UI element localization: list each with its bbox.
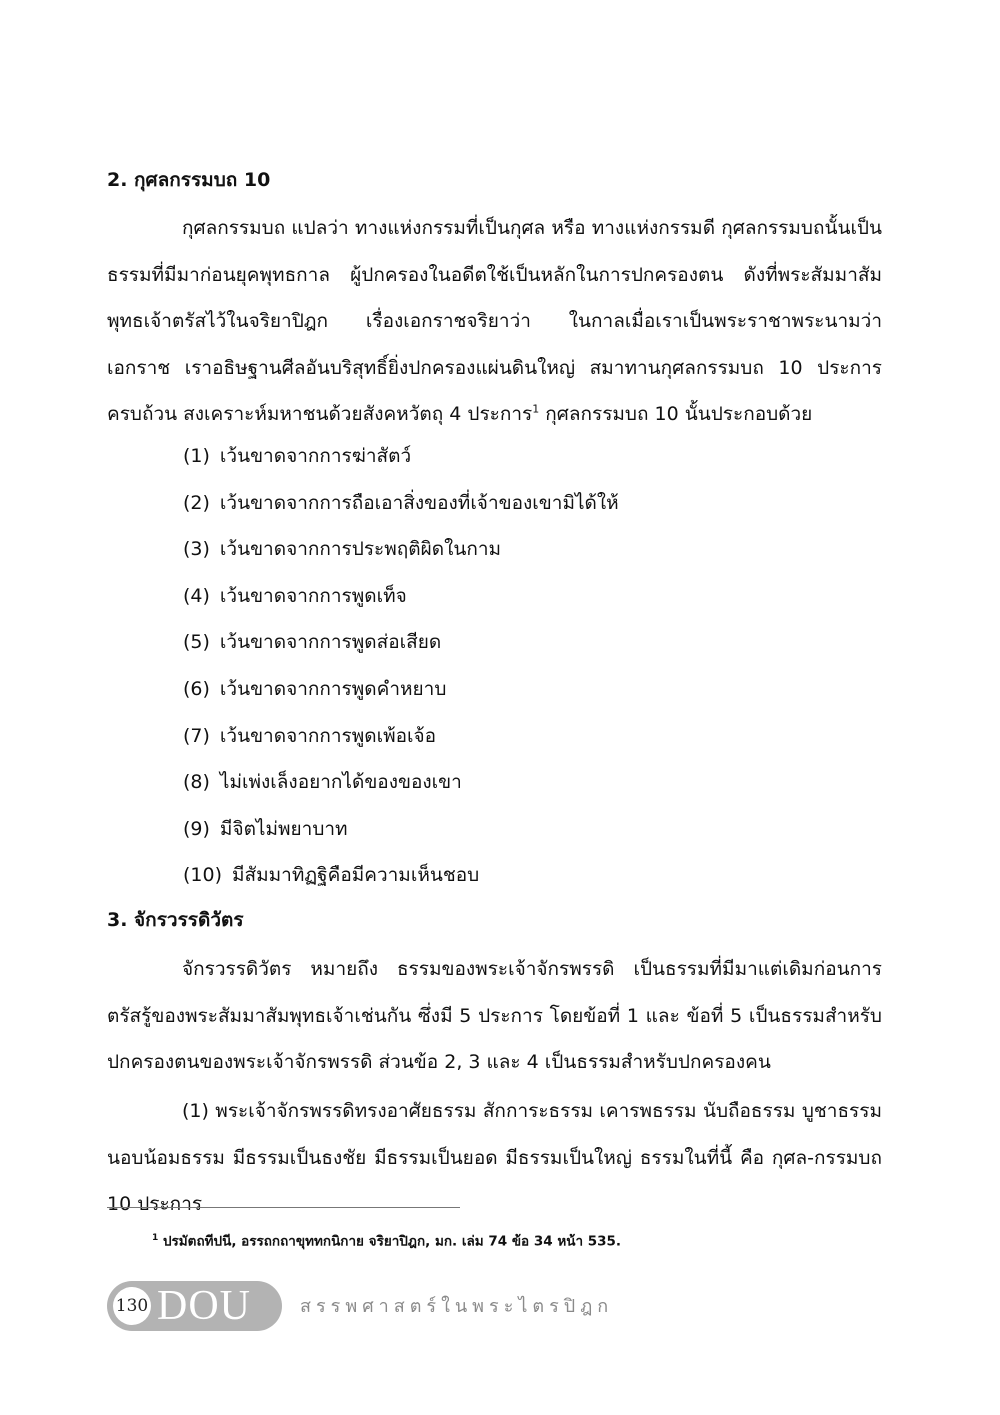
list-item	[183, 813, 619, 860]
section-3-heading: 3. จักรวรรดิวัตร	[107, 909, 244, 931]
footnote-divider	[107, 1207, 460, 1208]
footnote-text: ปรมัตถทีปนี, อรรถกถาขุททกนิกาย จริยาปิฎก, มก. เล่ม 74 ข้อ 34 หน้า 535.	[158, 1233, 622, 1250]
page-badge	[107, 1281, 282, 1331]
list-item-text: ไม่เพ่งเล็งอยากได้ของของเขา	[219, 771, 462, 794]
footnote	[152, 1228, 621, 1252]
list-item-text: เว้นขาดจากการถือเอาสิ่งของที่เจ้าของเขามิได้ให้	[219, 491, 619, 514]
list-item	[183, 580, 619, 627]
list-item	[183, 766, 619, 813]
list-item-number: (9)	[183, 817, 210, 840]
list-item-text: มีจิตไม่พยาบาท	[219, 817, 348, 840]
list-item-text: เว้นขาดจากการพูดส่อเสียด	[219, 631, 442, 654]
list-item-number: (6)	[183, 677, 210, 700]
list-item-text: เว้นขาดจากการพูดคำหยาบ	[219, 677, 447, 700]
list-item-number: (3)	[183, 538, 210, 561]
list-item-number: (8)	[183, 771, 210, 794]
page-number: 130	[113, 1287, 151, 1325]
list-item-text: เว้นขาดจากการฆ่าสัตว์	[219, 445, 412, 467]
list-item-number: (4)	[183, 584, 210, 607]
list-item-number: (7)	[183, 724, 210, 747]
footnote-reference: 1	[532, 402, 540, 416]
list-item-number: (10)	[183, 864, 223, 887]
section-3-paragraph-1: จักรวรรดิวัตร หมายถึง ธรรมของพระเจ้าจักรพรรดิ เป็นธรรมที่มีมาแต่เดิมก่อนการตรัสรู้ของพระสัมมาสัมพุทธเจ้าเช่นกัน ซึ่งมี 5 ประการ โดยข้อที่ 1 และ ข้อที่ 5 เป็นธรรมสำหรับปกครองตนของพระเจ้าจักรพรรดิ ส่วนข้อ 2, 3 และ 4 เป็นธรรมสำหรับปกครองคน	[107, 958, 882, 1073]
section-2-intro-paragraph	[107, 205, 882, 438]
list-item-text: เว้นขาดจากการประพฤติผิดในกาม	[219, 538, 502, 561]
list-item-number: (2)	[183, 491, 210, 514]
list-item-text: เว้นขาดจากการพูดเท็จ	[219, 584, 407, 607]
list-item	[183, 859, 619, 906]
list-item	[183, 533, 619, 580]
running-footer-title: สรรพศาสตร์ในพระไตรปิฎก	[300, 1296, 614, 1317]
brand-logo-text: DOU	[157, 1283, 251, 1329]
list-item	[183, 673, 619, 720]
section-2-heading: 2. กุศลกรรมบถ 10	[107, 169, 271, 191]
footnote-marker: 1	[152, 1233, 159, 1243]
list-item-number: (1)	[183, 445, 210, 467]
list-item-text: เว้นขาดจากการพูดเพ้อเจ้อ	[219, 724, 437, 747]
list-item-text: มีสัมมาทิฏฐิคือมีความเห็นชอบ	[232, 864, 480, 887]
section-3-paragraph-2: (1) พระเจ้าจักรพรรดิทรงอาศัยธรรม สักการะธรรม เคารพธรรม นับถือธรรม บูชาธรรม นอบน้อมธรรม มีธรรมเป็นธงชัย มีธรรมเป็นยอด มีธรรมเป็นใหญ่ ธรรมในที่นี้ คือ กุศล-กรรมบถ 10 ประการ	[107, 1100, 882, 1215]
list-item	[183, 487, 619, 534]
kusala-kammapatha-list	[183, 440, 619, 906]
list-item	[183, 440, 619, 487]
list-item	[183, 720, 619, 767]
intro-text-continued: กุศลกรรมบถ 10 นั้นประกอบด้วย	[539, 403, 813, 425]
intro-text: กุศลกรรมบถ แปลว่า ทางแห่งกรรมที่เป็นกุศล หรือ ทางแห่งกรรมดี กุศลกรรมบถนั้นเป็นธรรมที่มีมาก่อนยุคพุทธกาล ผู้ปกครองในอดีตใช้เป็นหลักในการปกครองตน ดังที่พระสัมมาสัมพุทธเจ้าตรัสไว้ในจริยาปิฎก เรื่องเอกราชจริยาว่า ในกาลเมื่อเราเป็นพระราชาพระนามว่า เอกราช เราอธิษฐานศีลอันบริสุทธิ์ยิ่งปกครองแผ่นดินใหญ่ สมาทานกุศลกรรมบถ 10 ประการครบถ้วน สงเคราะห์มหาชนด้วยสังคหวัตถุ 4 ประการ	[107, 217, 882, 425]
list-item-number: (5)	[183, 631, 210, 654]
list-item	[183, 626, 619, 673]
